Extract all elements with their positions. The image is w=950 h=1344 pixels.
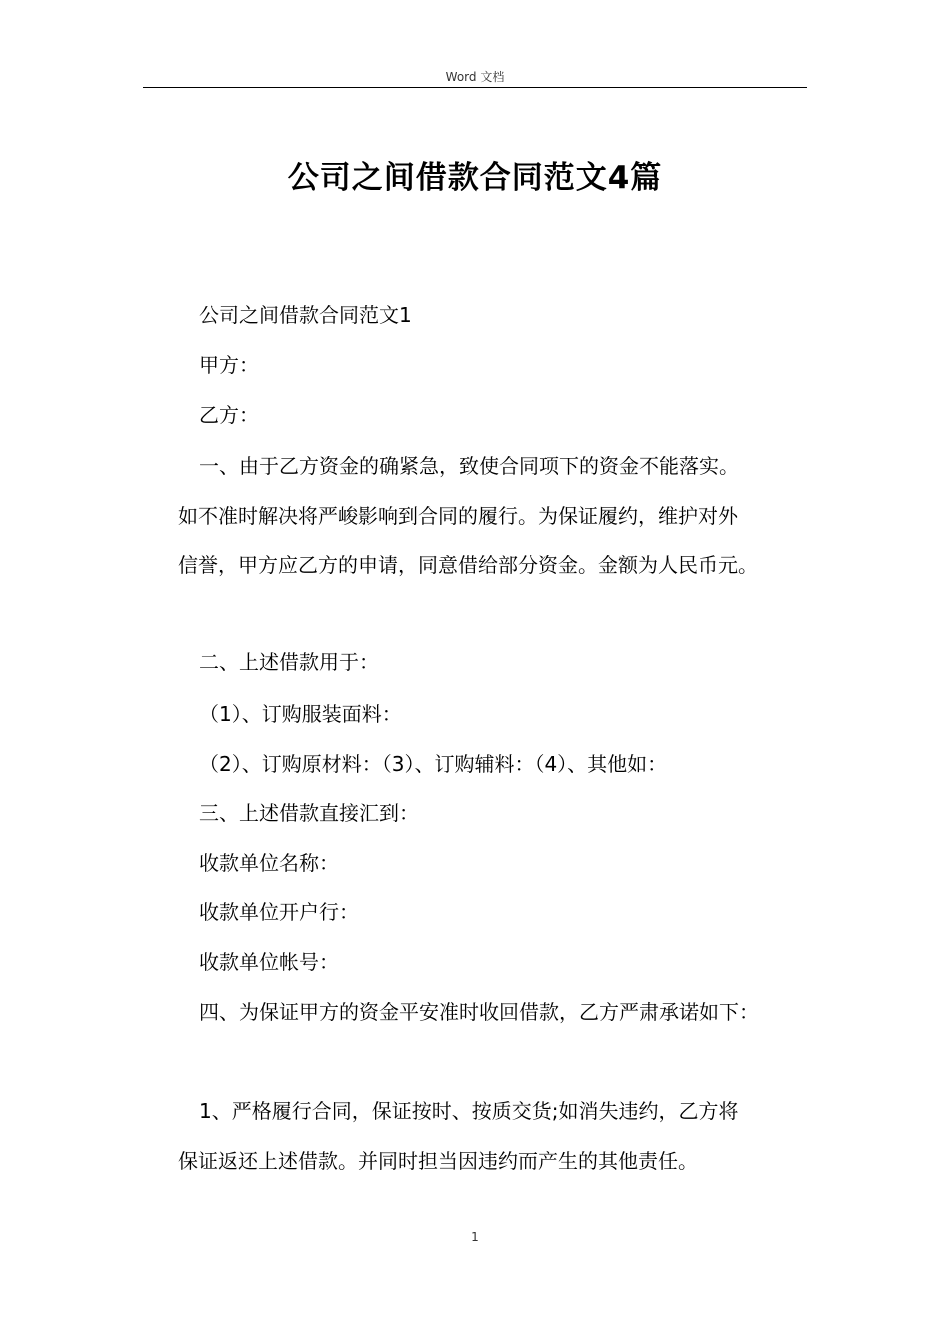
header-label: Word 文档 — [445, 70, 505, 84]
clause-2-line: 二、上述借款用于： — [199, 650, 379, 674]
clause-2-items-2-4: （2）、订购原材料：（3）、订购辅料：（4）、其他如： — [199, 752, 668, 776]
commitment-1-line-1: 1、严格履行合同，保证按时、按质交货;如消失违约，乙方将 — [199, 1099, 739, 1123]
party-b-line: 乙方： — [199, 403, 259, 427]
party-a-line: 甲方： — [199, 353, 259, 377]
page-number: 1 — [471, 1230, 479, 1244]
clause-4-line: 四、为保证甲方的资金平安准时收回借款，乙方严肃承诺如下： — [199, 1000, 759, 1024]
clause-1-line-1: 一、由于乙方资金的确紧急，致使合同项下的资金不能落实。 — [199, 454, 739, 478]
header-divider — [143, 87, 807, 88]
payee-name-line: 收款单位名称： — [199, 851, 339, 875]
document-title: 公司之间借款合同范文4篇 — [287, 160, 663, 196]
payee-bank-line: 收款单位开户行： — [199, 900, 359, 924]
clause-1-line-3: 信誉，甲方应乙方的申请，同意借给部分资金。金额为人民币元。 — [178, 553, 758, 577]
commitment-1-line-2: 保证返还上述借款。并同时担当因违约而产生的其他责任。 — [178, 1149, 698, 1173]
clause-2-item-1: （1）、订购服装面料： — [199, 702, 402, 726]
section-heading: 公司之间借款合同范文1 — [199, 303, 412, 327]
clause-3-line: 三、上述借款直接汇到： — [199, 801, 419, 825]
clause-1-line-2: 如不准时解决将严峻影响到合同的履行。为保证履约，维护对外 — [178, 504, 738, 528]
payee-account-line: 收款单位帐号： — [199, 950, 339, 974]
